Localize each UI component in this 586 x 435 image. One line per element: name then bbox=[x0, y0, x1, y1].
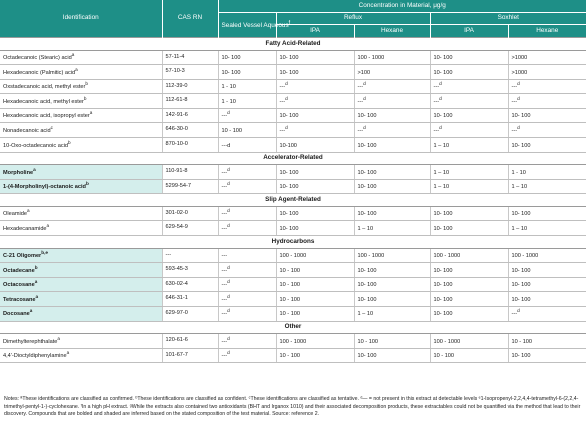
section-title: Slip Agent-Related bbox=[0, 194, 586, 207]
cell-cas-rn: 5299-54-7 bbox=[162, 179, 218, 194]
cell-soxhlet-ipa: ---$^d$ bbox=[430, 123, 508, 138]
cell-soxhlet-hexane: 1 – 10 bbox=[508, 179, 586, 194]
cell-cas-rn: 630-02-4 bbox=[162, 277, 218, 292]
header-soxhlet-hexane: Hexane bbox=[508, 25, 586, 38]
cell-soxhlet-ipa: 100 - 1000 bbox=[430, 334, 508, 349]
cell-reflux-ipa: 10- 100 bbox=[276, 50, 354, 65]
section-title: Fatty Acid-Related bbox=[0, 38, 586, 51]
cell-reflux-hexane: >100 bbox=[354, 65, 430, 80]
cell-soxhlet-hexane: 100 - 1000 bbox=[508, 248, 586, 263]
cell-reflux-ipa: 10- 100 bbox=[276, 221, 354, 236]
compound-name: 1-(4-Morpholinyl)-octanoic acid$^b$ bbox=[0, 179, 162, 194]
cell-reflux-hexane: 100 - 1000 bbox=[354, 50, 430, 65]
header-cas-rn: CAS RN bbox=[162, 0, 218, 38]
cell-reflux-ipa: 100 - 1000 bbox=[276, 334, 354, 349]
cell-soxhlet-ipa: 10- 100 bbox=[430, 50, 508, 65]
table-row bbox=[0, 138, 586, 153]
cell-reflux-ipa: 10 - 100 bbox=[276, 306, 354, 321]
cell-cas-rn: 101-67-7 bbox=[162, 348, 218, 363]
cell-reflux-hexane: 10- 100 bbox=[354, 292, 430, 307]
cell-sealed-vessel: ---$^d$ bbox=[218, 263, 276, 278]
cell-soxhlet-ipa: 10- 100 bbox=[430, 206, 508, 221]
cell-cas-rn: 593-45-3 bbox=[162, 263, 218, 278]
section-row bbox=[0, 38, 586, 51]
cell-cas-rn: 120-61-6 bbox=[162, 334, 218, 349]
section-title: Hydrocarbons bbox=[0, 236, 586, 249]
cell-cas-rn: 646-31-1 bbox=[162, 292, 218, 307]
cell-soxhlet-ipa: 10 - 100 bbox=[430, 348, 508, 363]
cell-cas-rn: 629-54-9 bbox=[162, 221, 218, 236]
cell-reflux-hexane: 10- 100 bbox=[354, 108, 430, 123]
cell-soxhlet-hexane: 1 – 10 bbox=[508, 221, 586, 236]
header-identification: Identification bbox=[0, 0, 162, 38]
header-concentration: Concentration in Material, μg/g bbox=[218, 0, 586, 13]
cell-sealed-vessel: 10- 100 bbox=[218, 50, 276, 65]
table-body bbox=[0, 38, 586, 363]
cell-soxhlet-hexane: 10- 100 bbox=[508, 108, 586, 123]
cell-soxhlet-ipa: 10- 100 bbox=[430, 263, 508, 278]
cell-sealed-vessel: 10- 100 bbox=[218, 65, 276, 80]
cell-sealed-vessel: ---$^d$ bbox=[218, 306, 276, 321]
cell-reflux-hexane: 10- 100 bbox=[354, 348, 430, 363]
compound-name: Morpholine$^a$ bbox=[0, 165, 162, 180]
cell-reflux-hexane: ---$^d$ bbox=[354, 79, 430, 94]
cell-reflux-ipa: ---$^d$ bbox=[276, 79, 354, 94]
cell-reflux-ipa: 10- 100 bbox=[276, 165, 354, 180]
section-row bbox=[0, 236, 586, 249]
cell-cas-rn: 142-91-6 bbox=[162, 108, 218, 123]
cell-cas-rn: 57-11-4 bbox=[162, 50, 218, 65]
table-row bbox=[0, 65, 586, 80]
table-row bbox=[0, 292, 586, 307]
cell-soxhlet-hexane: ---$^d$ bbox=[508, 123, 586, 138]
compound-name: 10-Oxo-octadecanoic acid$^b$ bbox=[0, 138, 162, 153]
cell-cas-rn: --- bbox=[162, 248, 218, 263]
section-row bbox=[0, 194, 586, 207]
cell-soxhlet-hexane: ---$^d$ bbox=[508, 306, 586, 321]
cell-reflux-hexane: ---$^d$ bbox=[354, 123, 430, 138]
compound-name: Octacosane$^a$ bbox=[0, 277, 162, 292]
table-row bbox=[0, 165, 586, 180]
cell-reflux-hexane: 100 - 1000 bbox=[354, 248, 430, 263]
table-row bbox=[0, 221, 586, 236]
header-soxhlet: Soxhlet bbox=[430, 13, 586, 25]
cell-cas-rn: 110-91-8 bbox=[162, 165, 218, 180]
cell-soxhlet-hexane: >1000 bbox=[508, 65, 586, 80]
compound-name: Octadecane$^b$ bbox=[0, 263, 162, 278]
table-row bbox=[0, 108, 586, 123]
cell-reflux-hexane: 10- 100 bbox=[354, 165, 430, 180]
header-reflux: Reflux bbox=[276, 13, 430, 25]
cell-sealed-vessel: 10 - 100 bbox=[218, 123, 276, 138]
table-row bbox=[0, 348, 586, 363]
section-row bbox=[0, 152, 586, 165]
header-reflux-ipa: IPA bbox=[276, 25, 354, 38]
cell-sealed-vessel: --- bbox=[218, 248, 276, 263]
cell-soxhlet-ipa: ---$^d$ bbox=[430, 79, 508, 94]
table-row bbox=[0, 50, 586, 65]
cell-reflux-ipa: ---$^d$ bbox=[276, 123, 354, 138]
compound-name: 4,4'-Dioctyldiphenylamine$^a$ bbox=[0, 348, 162, 363]
cell-reflux-hexane: 10- 100 bbox=[354, 277, 430, 292]
cell-reflux-ipa: 10-100 bbox=[276, 138, 354, 153]
compound-name: Tetracosane$^a$ bbox=[0, 292, 162, 307]
header-soxhlet-ipa: IPA bbox=[430, 25, 508, 38]
cell-soxhlet-ipa: 10- 100 bbox=[430, 108, 508, 123]
cell-soxhlet-hexane: 10- 100 bbox=[508, 263, 586, 278]
cell-reflux-ipa: ---$^d$ bbox=[276, 94, 354, 109]
table-header bbox=[0, 0, 586, 38]
table-row bbox=[0, 79, 586, 94]
table-row bbox=[0, 94, 586, 109]
header-sealed-vessel: Sealed Vessel Aqueous$^f$ bbox=[218, 13, 276, 38]
section-title: Other bbox=[0, 321, 586, 334]
cell-cas-rn: 57-10-3 bbox=[162, 65, 218, 80]
compound-name: Docosane$^a$ bbox=[0, 306, 162, 321]
cell-soxhlet-ipa: 1 – 10 bbox=[430, 179, 508, 194]
cell-reflux-hexane: ---$^d$ bbox=[354, 94, 430, 109]
cell-soxhlet-hexane: ---$^d$ bbox=[508, 94, 586, 109]
cell-sealed-vessel: ---$^d$ bbox=[218, 292, 276, 307]
cell-reflux-ipa: 10 - 100 bbox=[276, 292, 354, 307]
compound-name: Hexadecanamide$^a$ bbox=[0, 221, 162, 236]
cell-soxhlet-ipa: 10- 100 bbox=[430, 306, 508, 321]
cell-reflux-hexane: 10- 100 bbox=[354, 206, 430, 221]
cell-reflux-hexane: 10- 100 bbox=[354, 138, 430, 153]
cell-reflux-hexane: 1 – 10 bbox=[354, 306, 430, 321]
cell-reflux-ipa: 10 - 100 bbox=[276, 263, 354, 278]
table-row bbox=[0, 277, 586, 292]
cell-sealed-vessel: ---$^d$ bbox=[218, 221, 276, 236]
cell-soxhlet-hexane: ---$^d$ bbox=[508, 79, 586, 94]
cell-reflux-hexane: 10- 100 bbox=[354, 179, 430, 194]
compound-name: Hexadecanoic acid, methyl ester$^b$ bbox=[0, 94, 162, 109]
compound-name: Hexadecanoic (Palmitic) acid$^a$ bbox=[0, 65, 162, 80]
cell-soxhlet-hexane: 10- 100 bbox=[508, 292, 586, 307]
cell-soxhlet-hexane: >1000 bbox=[508, 50, 586, 65]
cell-soxhlet-ipa: 1 – 10 bbox=[430, 138, 508, 153]
table-notes: Notes: ªThese identifications are classified as confirmed. ᵇThese identifications are classified as confident. ᶜThese identifications are classified as tentative. ᵈ— = not present in this extract at detectable levels ᵉ1-Isopropenyl-2,2,4,4-tetramethyl-6-(2,2,4-trimethyl-pentyl-1-)-cyclohexane. ᶠIn a high pH extract. ᵍWhile the extracts also contained two antioxidants (BHT and Irganox 1010) and their associated decomposition products, these extractables could not be quantified via the method that lead to their discovery. Compounds that are bolded and shaded are inferred based on the stated composition of the test material. Source: reference 2. bbox=[4, 396, 581, 418]
cell-reflux-hexane: 1 – 10 bbox=[354, 221, 430, 236]
table-row bbox=[0, 123, 586, 138]
compound-name: C-21 Oligomer$^{b,e}$ bbox=[0, 248, 162, 263]
table-row bbox=[0, 306, 586, 321]
cell-sealed-vessel: ---$^d$ bbox=[218, 277, 276, 292]
cell-cas-rn: 629-97-0 bbox=[162, 306, 218, 321]
cell-sealed-vessel: ---$^d$ bbox=[218, 334, 276, 349]
cell-soxhlet-ipa: 10- 100 bbox=[430, 277, 508, 292]
cell-soxhlet-ipa: 10- 100 bbox=[430, 65, 508, 80]
table-row bbox=[0, 206, 586, 221]
cell-cas-rn: 870-10-0 bbox=[162, 138, 218, 153]
cell-sealed-vessel: ---$^d$ bbox=[218, 108, 276, 123]
cell-soxhlet-hexane: 1 - 10 bbox=[508, 165, 586, 180]
cell-reflux-ipa: 10 - 100 bbox=[276, 348, 354, 363]
cell-soxhlet-ipa: 10- 100 bbox=[430, 292, 508, 307]
cell-cas-rn: 112-39-0 bbox=[162, 79, 218, 94]
cell-reflux-hexane: 10- 100 bbox=[354, 263, 430, 278]
table-row bbox=[0, 179, 586, 194]
cell-soxhlet-ipa: 10- 100 bbox=[430, 221, 508, 236]
cell-reflux-hexane: 10 - 100 bbox=[354, 334, 430, 349]
cell-sealed-vessel: ---$^d$ bbox=[218, 206, 276, 221]
cell-sealed-vessel: 1 - 10 bbox=[218, 79, 276, 94]
compound-name: Hexadecanoic acid, isopropyl ester$^a$ bbox=[0, 108, 162, 123]
cell-reflux-ipa: 100 - 1000 bbox=[276, 248, 354, 263]
cell-soxhlet-hexane: 10- 100 bbox=[508, 348, 586, 363]
table-row bbox=[0, 334, 586, 349]
cell-cas-rn: 646-30-0 bbox=[162, 123, 218, 138]
section-row bbox=[0, 321, 586, 334]
cell-cas-rn: 301-02-0 bbox=[162, 206, 218, 221]
cell-soxhlet-ipa: 1 – 10 bbox=[430, 165, 508, 180]
cell-soxhlet-hexane: 10- 100 bbox=[508, 206, 586, 221]
cell-soxhlet-ipa: 100 - 1000 bbox=[430, 248, 508, 263]
table-row bbox=[0, 248, 586, 263]
cell-sealed-vessel: ---$^d$ bbox=[218, 179, 276, 194]
cell-reflux-ipa: 10 - 100 bbox=[276, 277, 354, 292]
cell-reflux-ipa: 10- 100 bbox=[276, 206, 354, 221]
table-row bbox=[0, 263, 586, 278]
compound-name: Oxstadecanoic acid, methyl ester$^b$ bbox=[0, 79, 162, 94]
cell-sealed-vessel: 1 - 10 bbox=[218, 94, 276, 109]
section-title: Accelerator-Related bbox=[0, 152, 586, 165]
compound-name: Octadecanoic (Stearic) acid$^a$ bbox=[0, 50, 162, 65]
cell-reflux-ipa: 10- 100 bbox=[276, 108, 354, 123]
cell-soxhlet-hexane: 10 - 100 bbox=[508, 334, 586, 349]
cell-reflux-ipa: 10- 100 bbox=[276, 65, 354, 80]
compound-name: Nonadecanoic acid$^c$ bbox=[0, 123, 162, 138]
compound-name: Dimethylterephthalate$^a$ bbox=[0, 334, 162, 349]
cell-sealed-vessel: ---$^d$ bbox=[218, 165, 276, 180]
cell-soxhlet-ipa: ---$^d$ bbox=[430, 94, 508, 109]
cell-soxhlet-hexane: 10- 100 bbox=[508, 277, 586, 292]
cell-soxhlet-hexane: 10- 100 bbox=[508, 138, 586, 153]
cell-sealed-vessel: ---d bbox=[218, 138, 276, 153]
cell-cas-rn: 112-61-8 bbox=[162, 94, 218, 109]
header-reflux-hexane: Hexane bbox=[354, 25, 430, 38]
compound-name: Oleamide$^a$ bbox=[0, 206, 162, 221]
cell-reflux-ipa: 10- 100 bbox=[276, 179, 354, 194]
cell-sealed-vessel: ---$^d$ bbox=[218, 348, 276, 363]
